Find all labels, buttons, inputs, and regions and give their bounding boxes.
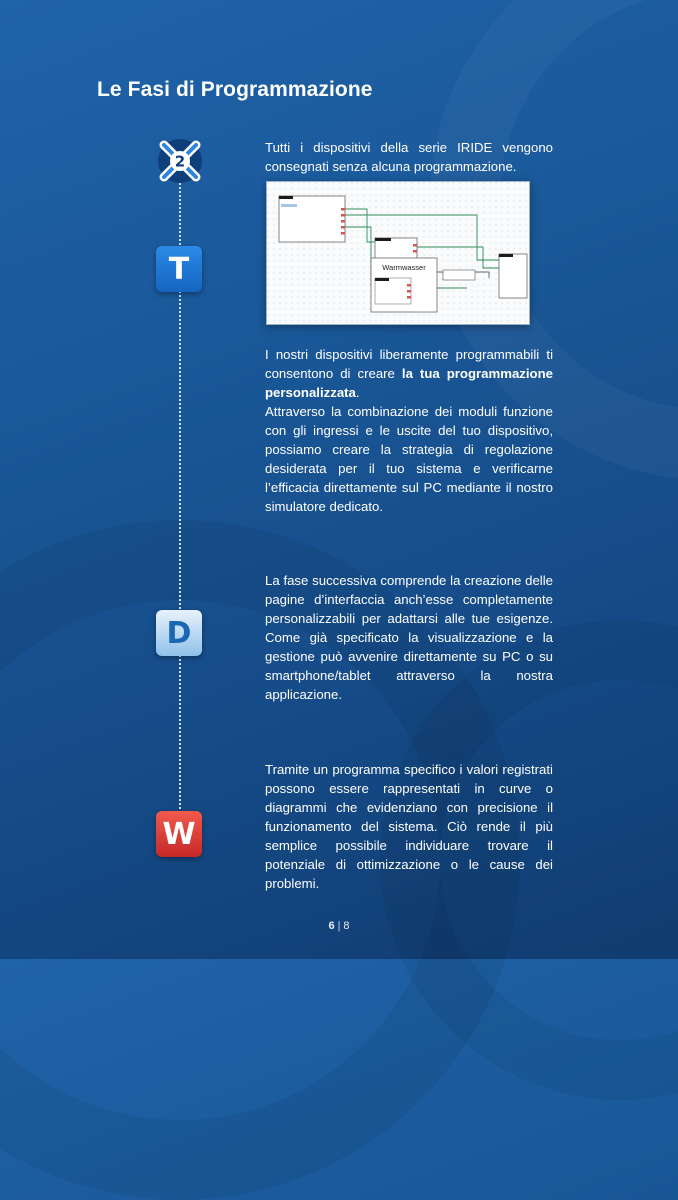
section-text-diagrams: Tramite un programma specifico i valori registrati possono essere rappresentati in curve o diagrammi che evidenziano con precisione il funzionamento del sistema. Ciò rende il più semplice possibile individuare trovare il potenziale di ottimizzazione o le cause dei problemi. [265, 762, 553, 891]
warmwasser-module-label: Warmwasser [382, 263, 426, 272]
page-footer [0, 920, 678, 932]
programming-text-b: . [355, 385, 360, 400]
total-page-number: 8 [343, 920, 350, 932]
d-badge-letter: D [166, 615, 192, 651]
programming-text-c: Attraverso la combinazione dei moduli funzione con gli ingressi e le uscite del tuo dispositivo, possiamo creare la strategia di regolazione desiderata per il tuo sistema e verificarne l’efficacia direttamente sul PC mediante il nostro simulatore dedicato. [265, 404, 553, 514]
section-text-intro: Tutti i dispositivi della serie IRIDE vengono consegnati senza alcuna programmazione. [265, 140, 553, 174]
w-badge-letter: W [162, 816, 196, 852]
page-title: Le Fasi di Programmazione [97, 78, 373, 101]
programming-text-a: I nostri dispositivi liberamente programmabili ti consentono di creare [265, 347, 553, 381]
section-text-programming [265, 345, 553, 516]
page-separator: | [337, 920, 341, 932]
x2-logo-icon [157, 138, 203, 184]
section-text-interface: La fase successiva comprende la creazione delle pagine d’interfaccia anch’esse completamente personalizzabili per adattarsi alle tue esigenze. Come già specificato la visualizzazione e la gestione può avvenire direttamente su PC o su smartphone/tablet attraverso la nostra applicazione. [265, 573, 553, 702]
t-badge-icon [156, 246, 202, 292]
current-page-number: 6 [328, 920, 335, 932]
d-badge-icon [156, 610, 202, 656]
x2-logo-digit: 2 [174, 152, 186, 171]
t-badge-letter: T [168, 251, 190, 287]
programming-text-bold: la tua programmazione personalizzata [265, 366, 553, 400]
programming-diagram-screenshot [266, 181, 530, 325]
w-badge-icon [156, 811, 202, 857]
